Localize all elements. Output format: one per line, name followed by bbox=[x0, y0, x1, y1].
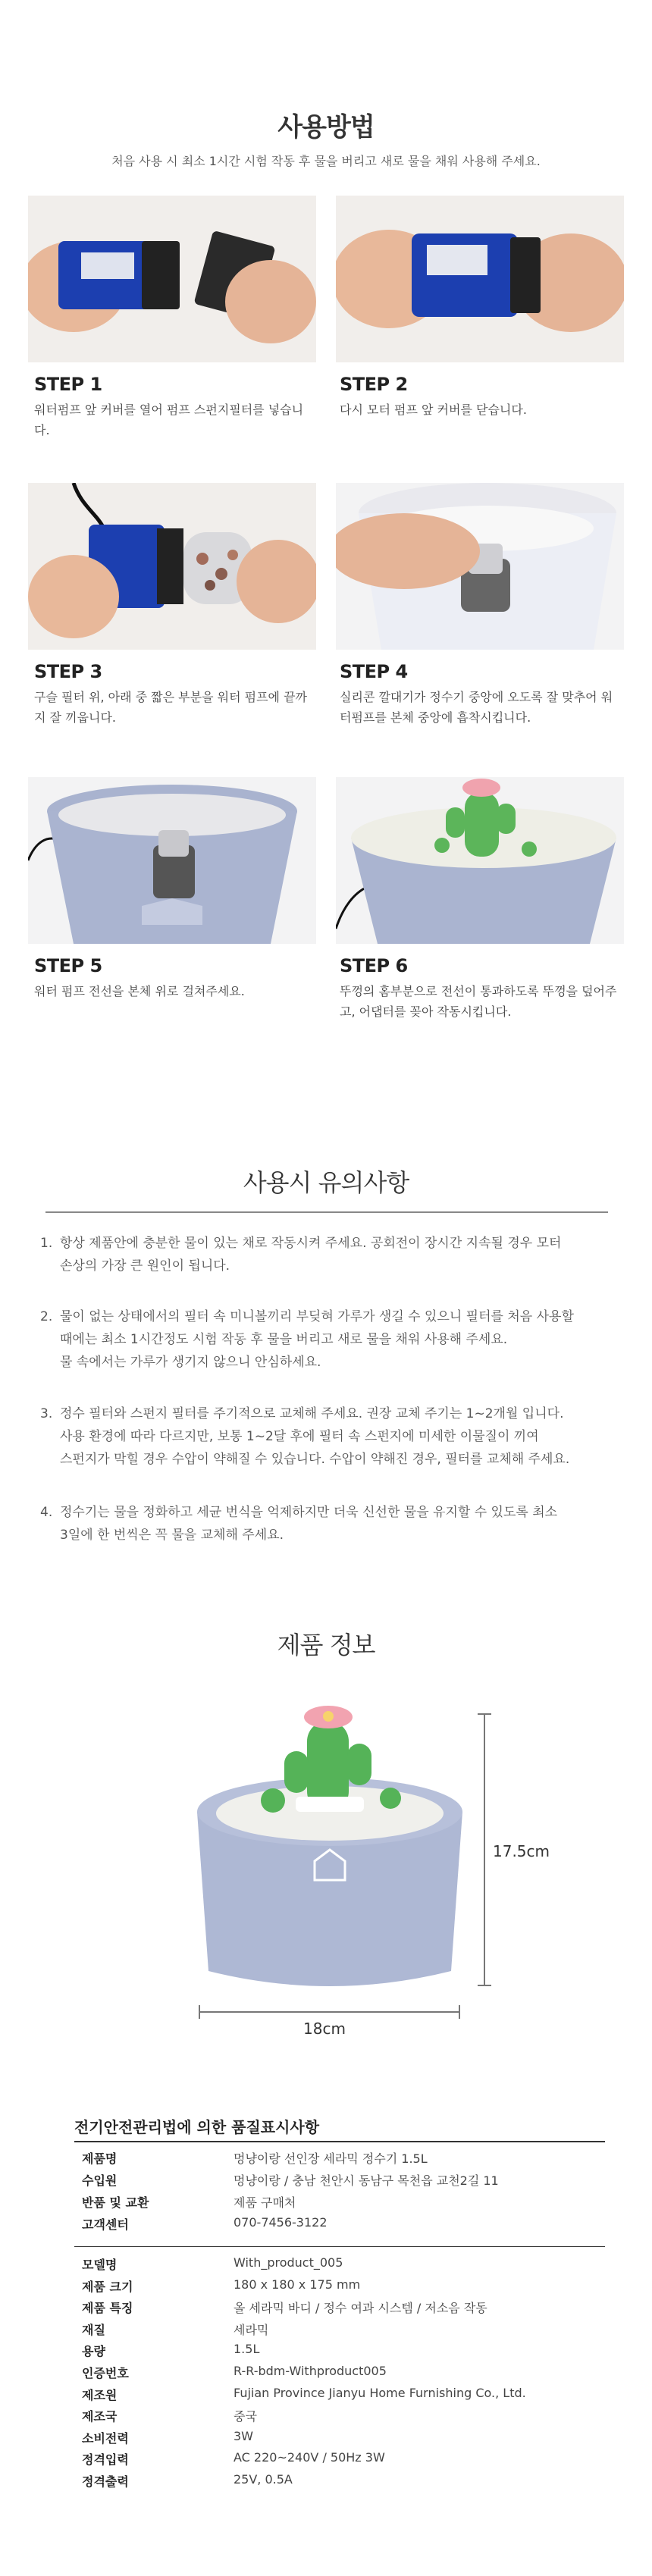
caution-line: 항상 제품안에 충분한 물이 있는 채로 작동시켜 주세요. 공회전이 장시간 지속될 경우 모터 bbox=[60, 1236, 562, 1251]
spec-value: 070-7456-3122 bbox=[234, 2215, 328, 2230]
spec-key: 고객센터 bbox=[82, 2217, 129, 2232]
spec-key: 반품 및 교환 bbox=[82, 2195, 149, 2210]
height-label: 17.5cm bbox=[493, 1842, 550, 1860]
step-5-desc: 워터 펌프 전선을 본체 위로 걸쳐주세요. bbox=[34, 984, 245, 998]
step-3-photo bbox=[28, 483, 316, 650]
step-6-desc: 뚜껑의 홈부분으로 전선이 통과하도록 뚜껑을 덮어주고, 어댑터를 꽂아 작동시킵니다. bbox=[340, 984, 617, 1019]
spec-key: 정격입력 bbox=[82, 2452, 129, 2468]
caution-item-4 bbox=[40, 1501, 616, 1547]
caution-item-3 bbox=[40, 1402, 616, 1471]
step-4-desc: 실리콘 깔대기가 정수기 중앙에 오도록 잘 맞추어 워터펌프를 본체 중앙에 흡착시킵니다. bbox=[340, 690, 613, 725]
spec-value: AC 220~240V / 50Hz 3W bbox=[234, 2450, 385, 2465]
step-4-photo bbox=[336, 483, 624, 650]
step-1-label: STEP 1 bbox=[34, 374, 102, 395]
step-2-label: STEP 2 bbox=[340, 374, 408, 395]
spec-row bbox=[82, 2407, 613, 2429]
spec-key: 제조국 bbox=[82, 2409, 118, 2424]
spec-row bbox=[82, 2386, 613, 2408]
usage-title: 사용방법 bbox=[277, 112, 375, 143]
product-illustration bbox=[182, 1698, 478, 2001]
caution-num: 2. bbox=[40, 1309, 53, 1324]
caution-num: 1. bbox=[40, 1236, 53, 1251]
height-dimension-tick bbox=[478, 1985, 491, 1986]
spec-row bbox=[82, 2342, 613, 2364]
caution-divider bbox=[45, 1211, 608, 1213]
step-5-photo bbox=[28, 777, 316, 944]
spec-value: 멍냥이랑 / 충남 천안시 동남구 목천읍 교천2길 11 bbox=[234, 2173, 499, 2188]
width-dimension-tick bbox=[199, 2005, 200, 2019]
spec-group-detail bbox=[0, 2255, 652, 2498]
caution-title: 사용시 유의사항 bbox=[243, 1168, 409, 1197]
product-title: 제품 정보 bbox=[277, 1631, 375, 1659]
caution-item-2 bbox=[40, 1305, 616, 1374]
spec-row bbox=[82, 2472, 613, 2494]
step-1-photo bbox=[28, 196, 316, 362]
spec-row bbox=[82, 2193, 613, 2215]
spec-value: Fujian Province Jianyu Home Furnishing Co., Ltd. bbox=[234, 2385, 526, 2400]
spec-row bbox=[82, 2215, 613, 2237]
spec-mid-rule bbox=[74, 2246, 605, 2247]
spec-key: 용량 bbox=[82, 2344, 105, 2359]
step-2-desc: 다시 모터 펌프 앞 커버를 닫습니다. bbox=[340, 403, 527, 417]
spec-key: 수입원 bbox=[82, 2173, 118, 2188]
caution-line: 사용 환경에 따라 다르지만, 보통 1~2달 후에 필터 속 스펀지에 미세한 이물질이 끼여 bbox=[60, 1429, 539, 1444]
caution-line: 손상의 가장 큰 원인이 됩니다. bbox=[60, 1258, 230, 1274]
width-label: 18cm bbox=[303, 2020, 346, 2038]
spec-key: 제품명 bbox=[82, 2151, 118, 2166]
spec-row bbox=[82, 2321, 613, 2343]
spec-key: 모델명 bbox=[82, 2258, 118, 2272]
step-3-label: STEP 3 bbox=[34, 661, 102, 682]
spec-value: 1.5L bbox=[234, 2342, 260, 2357]
spec-key: 정격출력 bbox=[82, 2474, 129, 2489]
height-dimension-tick bbox=[478, 1713, 491, 1715]
caution-line: 스펀지가 막힐 경우 수압이 약해질 수 있습니다. 수압이 약해진 경우, 필터를 교체해 주세요. bbox=[60, 1452, 570, 1467]
spec-key: 제조원 bbox=[82, 2387, 118, 2402]
caution-line: 물이 없는 상태에서의 필터 속 미니볼끼리 부딪혀 가루가 생길 수 있으니 필터를 처음 사용할 bbox=[60, 1309, 574, 1324]
spec-title: 전기안전관리법에 의한 품질표시사항 bbox=[74, 2118, 320, 2136]
spec-row bbox=[82, 2364, 613, 2386]
usage-subtitle: 처음 사용 시 최소 1시간 시험 작동 후 물을 버리고 새로 물을 채워 사용해 주세요. bbox=[111, 154, 541, 168]
caution-item-1 bbox=[40, 1232, 616, 1277]
spec-value: 3W bbox=[234, 2428, 253, 2443]
caution-line: 정수기는 물을 정화하고 세균 번식을 억제하지만 더욱 신선한 물을 유지할 수 있도록 최소 bbox=[60, 1505, 558, 1520]
spec-value: 중국 bbox=[234, 2409, 257, 2424]
step-3-desc: 구슬 필터 위, 아래 중 짧은 부분을 워터 펌프에 끝까지 잘 끼웁니다. bbox=[34, 690, 307, 725]
spec-group-primary bbox=[0, 2149, 652, 2240]
spec-value: 올 세라믹 바디 / 정수 여과 시스템 / 저소음 작동 bbox=[234, 2301, 487, 2316]
step-2-photo bbox=[336, 196, 624, 362]
spec-top-rule bbox=[74, 2141, 605, 2142]
width-dimension-tick bbox=[459, 2005, 460, 2019]
spec-value: 25V, 0.5A bbox=[234, 2472, 293, 2487]
step-1-desc: 워터펌프 앞 커버를 열어 펌프 스펀지필터를 넣습니다. bbox=[34, 403, 304, 437]
spec-key: 소비전력 bbox=[82, 2430, 129, 2446]
spec-row bbox=[82, 2277, 613, 2299]
height-dimension-line bbox=[484, 1713, 485, 1986]
spec-row bbox=[82, 2299, 613, 2321]
caution-line: 때에는 최소 1시간정도 시험 작동 후 물을 버리고 새로 물을 채워 사용해 주세요. bbox=[60, 1332, 508, 1347]
step-6-photo bbox=[336, 777, 624, 944]
spec-key: 재질 bbox=[82, 2322, 105, 2337]
spec-row bbox=[82, 2429, 613, 2451]
spec-value: 180 x 180 x 175 mm bbox=[234, 2277, 361, 2292]
caution-line: 물 속에서는 가루가 생기지 않으니 안심하세요. bbox=[60, 1355, 321, 1370]
spec-row bbox=[82, 2450, 613, 2472]
spec-row bbox=[82, 2149, 613, 2171]
width-dimension-line bbox=[199, 2011, 460, 2013]
step-5-label: STEP 5 bbox=[34, 955, 102, 976]
spec-key: 제품 특징 bbox=[82, 2301, 133, 2316]
spec-value: 세라믹 bbox=[234, 2322, 269, 2337]
step-4-label: STEP 4 bbox=[340, 661, 408, 682]
caution-num: 4. bbox=[40, 1505, 53, 1520]
caution-line: 3일에 한 번씩은 꼭 물을 교체해 주세요. bbox=[60, 1528, 284, 1543]
spec-value: 멍냥이랑 선인장 세라믹 정수기 1.5L bbox=[234, 2151, 428, 2166]
spec-key: 제품 크기 bbox=[82, 2279, 133, 2294]
caution-line: 정수 필터와 스펀지 필터를 주기적으로 교체해 주세요. 권장 교체 주기는 1~2개월 입니다. bbox=[60, 1406, 564, 1421]
spec-key: 인증번호 bbox=[82, 2366, 129, 2380]
spec-row bbox=[82, 2171, 613, 2193]
spec-row bbox=[82, 2255, 613, 2277]
caution-num: 3. bbox=[40, 1406, 53, 1421]
spec-value: 제품 구매처 bbox=[234, 2195, 296, 2210]
spec-value: With_product_005 bbox=[234, 2255, 343, 2270]
step-6-label: STEP 6 bbox=[340, 955, 408, 976]
spec-value: R-R-bdm-Withproduct005 bbox=[234, 2364, 387, 2378]
